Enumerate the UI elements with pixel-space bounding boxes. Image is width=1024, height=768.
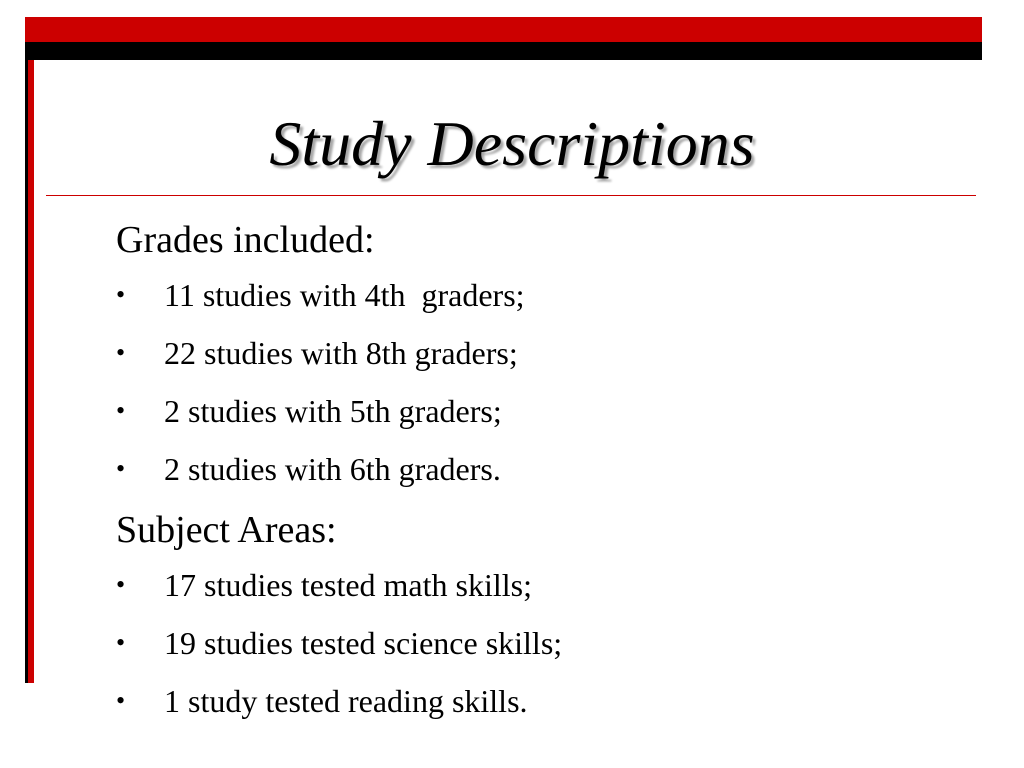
- bullet-icon: •: [116, 454, 126, 483]
- bullet-text: 22 studies with 8th graders;: [164, 335, 518, 371]
- bullet-icon: •: [116, 628, 126, 657]
- list-item: [116, 382, 956, 440]
- bullet-icon: •: [116, 280, 126, 309]
- bullet-text: 19 studies tested science skills;: [164, 625, 563, 661]
- bullet-text: 11 studies with 4th graders;: [164, 277, 525, 313]
- slide-title: Study Descriptions: [269, 108, 755, 179]
- bullet-text: 17 studies tested math skills;: [164, 567, 532, 603]
- bullet-text: 2 studies with 5th graders;: [164, 393, 502, 429]
- subjects-list: [116, 556, 956, 730]
- top-black-bar: [25, 42, 982, 60]
- bullet-icon: •: [116, 686, 126, 715]
- title-divider: [46, 195, 976, 196]
- bullet-text: 1 study tested reading skills.: [164, 683, 528, 719]
- list-item: [116, 614, 956, 672]
- grades-list: [116, 266, 956, 498]
- bullet-icon: •: [116, 338, 126, 367]
- top-red-bar: [25, 17, 982, 42]
- section-heading-subjects: Subject Areas:: [116, 509, 337, 551]
- bullet-icon: •: [116, 570, 126, 599]
- bullet-icon: •: [116, 396, 126, 425]
- list-item: [116, 556, 956, 614]
- list-item: [116, 672, 956, 730]
- slide-body: [116, 214, 956, 730]
- section-heading-grades: Grades included:: [116, 219, 375, 261]
- list-item: [116, 266, 956, 324]
- bullet-text: 2 studies with 6th graders.: [164, 451, 501, 487]
- list-item: [116, 440, 956, 498]
- list-item: [116, 324, 956, 382]
